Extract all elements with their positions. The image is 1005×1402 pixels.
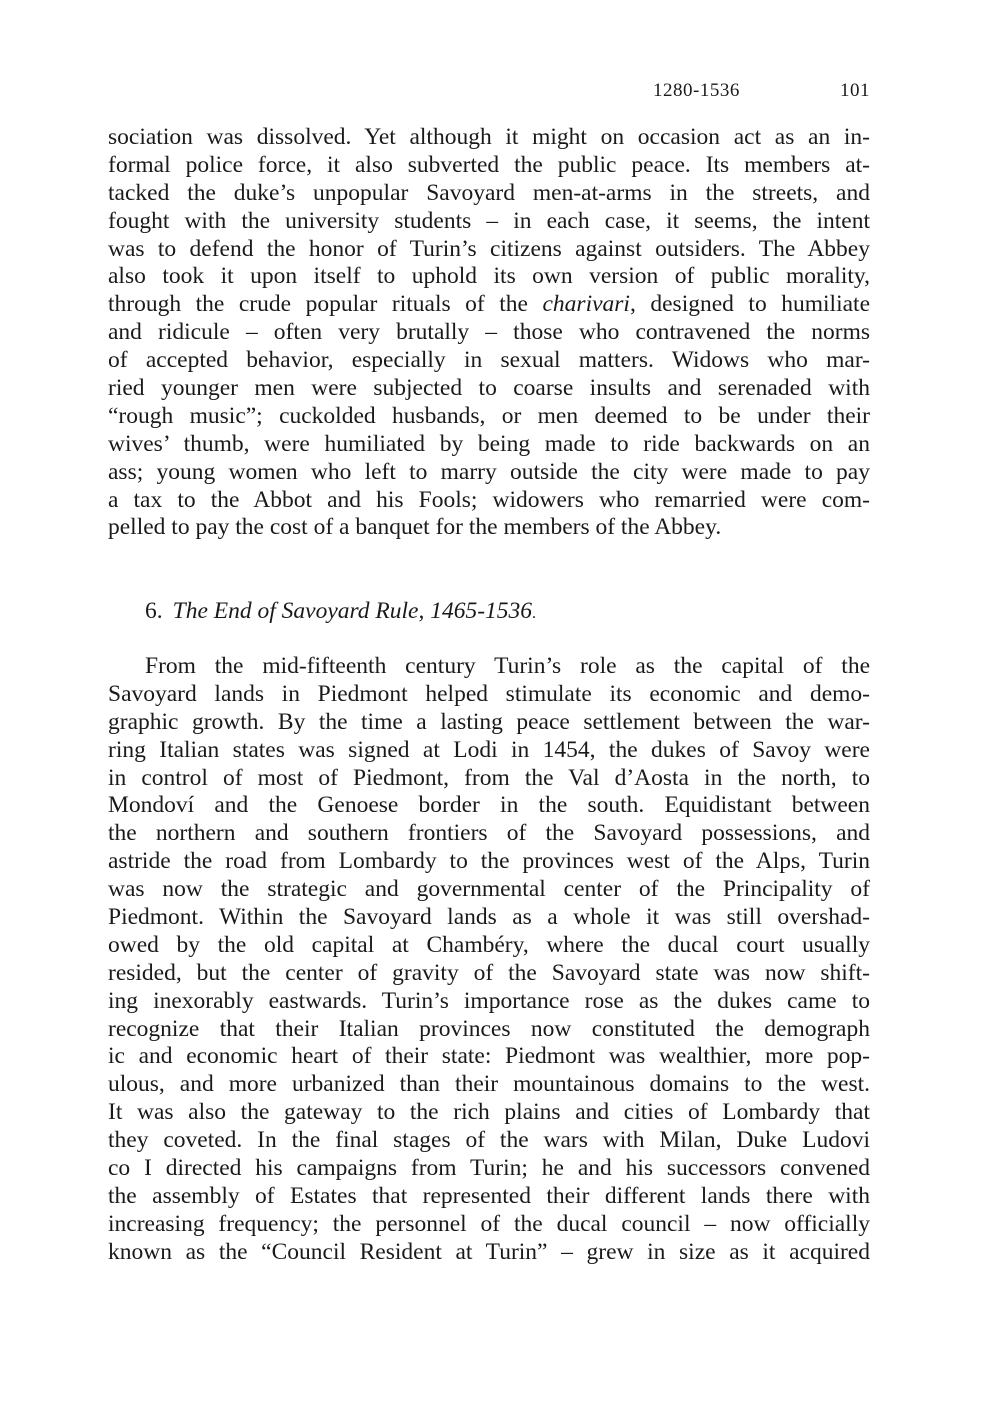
text-line: was to defend the honor of Turin’s citizens against outsiders. The Abbey (108, 235, 870, 262)
text-line: of accepted behavior, especially in sexual matters. Widows who mar- (108, 347, 870, 374)
paragraph-savoyard-rule (108, 653, 870, 1267)
italic-term-charivari: charivari (542, 291, 630, 318)
text-segment: , designed to humiliate (629, 291, 870, 318)
text-line: It was also the gateway to the rich plains and cities of Lombardy that (108, 1099, 870, 1126)
text-line: resided, but the center of gravity of the Savoyard state was now shift- (108, 959, 870, 986)
text-line: owed by the old capital at Chambéry, where the ducal court usually (108, 931, 870, 958)
text-line: ass; young women who left to marry outside the city were made to pay (108, 458, 870, 485)
text-line: they coveted. In the final stages of the wars with Milan, Duke Ludovi (108, 1127, 870, 1154)
text-line: recognize that their Italian provinces now constituted the demograph (108, 1015, 870, 1042)
text-line-charivari (108, 291, 870, 319)
text-line: wives’ thumb, were humiliated by being made to ride backwards on an (108, 430, 870, 457)
text-line: ic and economic heart of their state: Piedmont was wealthier, more pop- (108, 1043, 870, 1070)
text-line: known as the “Council Resident at Turin” – grew in size as it acquired (108, 1238, 870, 1265)
text-line: co I directed his campaigns from Turin; he and his successors convened (108, 1155, 870, 1182)
text-line: increasing frequency; the personnel of the ducal council – now officially (108, 1210, 870, 1237)
text-line: tacked the duke’s unpopular Savoyard men-at-arms in the streets, and (108, 179, 870, 206)
text-line: ried younger men were subjected to coarse insults and serenaded with (108, 375, 870, 402)
section-heading (145, 596, 536, 629)
text-line: fought with the university students – in each case, it seems, the intent (108, 207, 870, 234)
text-line: in control of most of Piedmont, from the Val d’Aosta in the north, to (108, 764, 870, 791)
text-line: and ridicule – often very brutally – those who contravened the norms (108, 319, 870, 346)
text-line: sociation was dissolved. Yet although it might on occasion act as an in- (108, 124, 870, 150)
text-line: From the mid-fifteenth century Turin’s role as the capital of the (145, 653, 870, 679)
text-line: graphic growth. By the time a lasting peace settlement between the war- (108, 708, 870, 735)
page-number: 101 (840, 80, 870, 101)
text-line: was now the strategic and governmental center of the Principality of (108, 876, 870, 903)
paragraph-abbey (108, 124, 870, 542)
text-line: the northern and southern frontiers of the Savoyard possessions, and (108, 820, 870, 847)
text-line: ing inexorably eastwards. Turin’s importance rose as the dukes came to (108, 987, 870, 1014)
section-number: 6. (145, 598, 163, 624)
text-line: formal police force, it also subverted the public peace. Its members at- (108, 151, 870, 178)
text-line: also took it upon itself to uphold its own version of public morality, (108, 263, 870, 290)
text-segment: through the crude popular rituals of the (108, 291, 543, 318)
running-head-date-range: 1280-1536 (653, 80, 740, 101)
text-line: ring Italian states was signed at Lodi in 1454, the dukes of Savoy were (108, 736, 870, 763)
text-line: “rough music”; cuckolded husbands, or men deemed to be under their (108, 402, 870, 429)
text-line: a tax to the Abbot and his Fools; widowers who remarried were com- (108, 486, 870, 513)
section-title: The End of Savoyard Rule, 1465-1536 (172, 598, 533, 624)
text-line: Piedmont. Within the Savoyard lands as a whole it was still overshad- (108, 904, 870, 931)
text-line: Savoyard lands in Piedmont helped stimulate its economic and demo- (108, 680, 870, 707)
text-line: ulous, and more urbanized than their mountainous domains to the west. (108, 1071, 870, 1098)
section-trailing-period: . (532, 605, 537, 622)
text-line: the assembly of Estates that represented their different lands there with (108, 1182, 870, 1209)
text-line: astride the road from Lombardy to the provinces west of the Alps, Turin (108, 848, 870, 875)
text-line: pelled to pay the cost of a banquet for the members of the Abbey. (108, 514, 722, 541)
text-line: Mondoví and the Genoese border in the south. Equidistant between (108, 792, 870, 819)
running-head (108, 80, 870, 110)
